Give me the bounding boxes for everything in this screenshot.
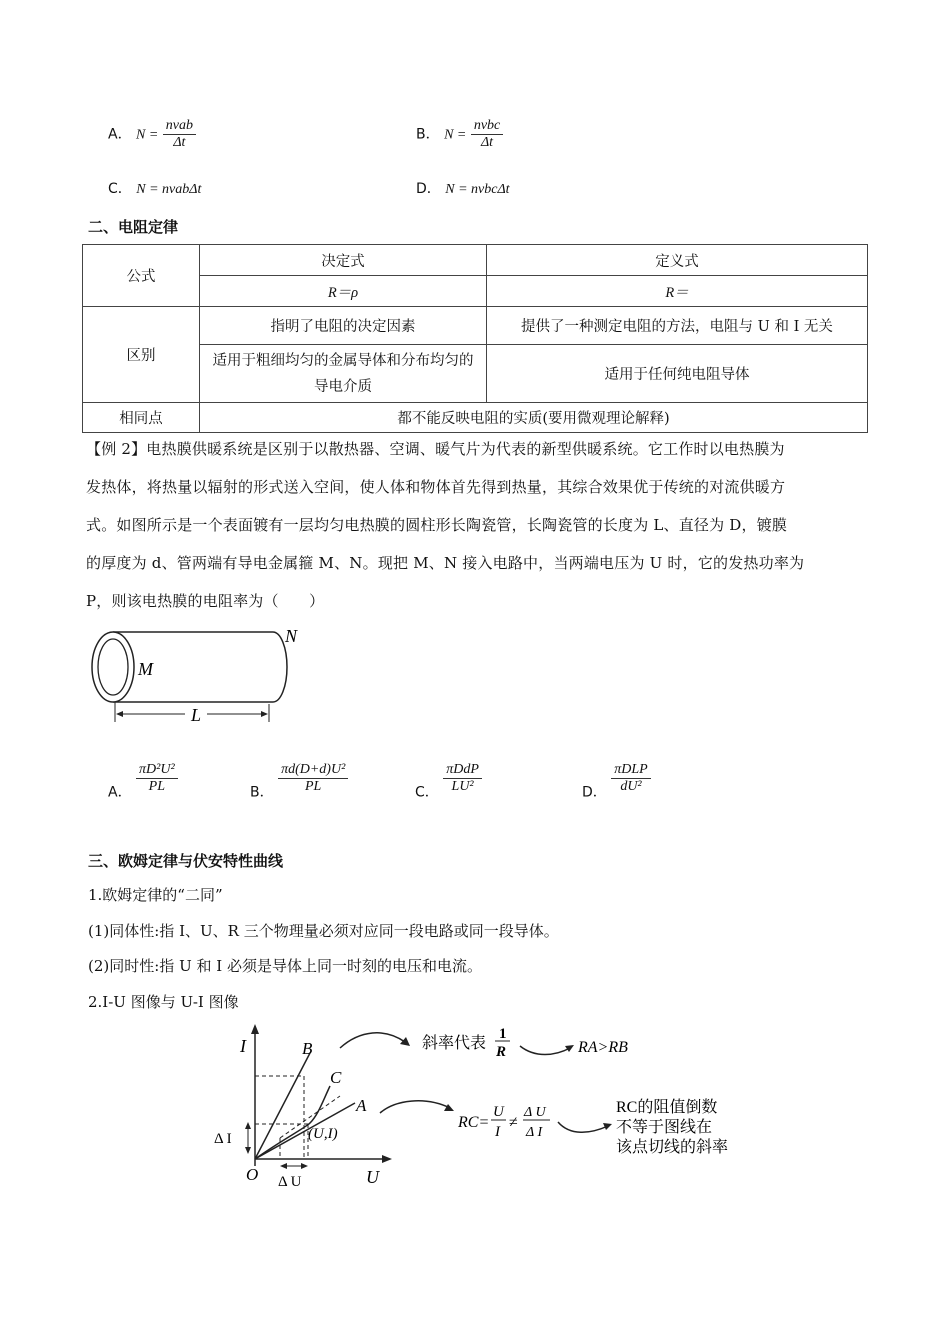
rc-fraction1-numerator: U	[493, 1104, 504, 1120]
label-M: M	[138, 659, 153, 679]
rc-neq: ≠	[509, 1114, 518, 1131]
slope-text: 斜率代表	[422, 1035, 487, 1052]
label-C: C	[330, 1068, 342, 1087]
delta-u-label: Δ U	[278, 1174, 302, 1190]
option-fraction	[443, 762, 482, 795]
resistance-law-table	[82, 244, 868, 433]
option-letter: B．	[416, 126, 440, 143]
option-expression: N = nvbcΔt	[445, 182, 510, 197]
option-fraction	[163, 118, 196, 151]
option-lhs: N =	[136, 127, 159, 143]
section3-title: 三、欧姆定律与伏安特性曲线	[88, 852, 284, 870]
example2-option-d	[582, 762, 651, 802]
row-label-same: 相同点	[83, 403, 200, 433]
point-label: (U,I)	[308, 1126, 338, 1142]
label-N: N	[285, 626, 298, 646]
ohm-line-3: (2)同时性:指 U 和 I 必须是导体上同一时刻的电压和电流。	[88, 957, 482, 975]
slope-denominator: R	[496, 1044, 507, 1060]
diff-define-2: 适用于任何纯电阻导体	[487, 345, 868, 403]
ohm-line-4: 2.I-U 图像与 U-I 图像	[88, 993, 239, 1011]
ohm-line-2: (1)同体性:指 I、U、R 三个物理量必须对应同一段电路或同一段导体。	[88, 922, 559, 940]
option-letter: A．	[108, 126, 132, 143]
diff-define-1: 提供了一种测定电阻的方法，电阻与 U 和 I 无关	[487, 307, 868, 345]
i-axis-arrow-icon	[251, 1024, 259, 1034]
rc-lhs: RC=	[458, 1114, 490, 1131]
option-letter: D．	[416, 181, 441, 197]
option-fraction	[136, 762, 178, 795]
rc-fraction1-denominator: I	[495, 1124, 500, 1140]
label-A: A	[356, 1096, 367, 1115]
cylinder-inner-end	[98, 639, 128, 695]
fraction-numerator: πDdP	[446, 762, 479, 777]
fraction-denominator: dU²	[611, 778, 650, 795]
section2-title: 二、电阻定律	[88, 218, 179, 236]
example2-line: P，则该电热膜的电阻率为（ ）	[86, 592, 325, 610]
fraction-numerator: πD²U²	[139, 762, 175, 777]
arrow-to-compare	[520, 1046, 570, 1055]
row-label-diff: 区别	[83, 307, 200, 403]
option-fraction	[611, 762, 650, 795]
example2-line: 【例 2】电热膜供暖系统是区别于以散热器、空调、暖气片为代表的新型供暖系统。它工作时以电热膜为	[86, 440, 785, 458]
arrow-head-icon	[603, 1123, 612, 1130]
example2-option-b	[250, 762, 348, 802]
arrow-right-icon	[261, 711, 268, 717]
col-header-define: 定义式	[487, 245, 868, 276]
u-axis-arrow-icon	[382, 1155, 392, 1163]
arrow-to-slope	[340, 1033, 405, 1048]
fraction-numerator: πd(D+d)U²	[281, 762, 346, 777]
rc-fraction2-denominator: Δ I	[526, 1125, 543, 1140]
fraction-denominator: Δt	[163, 134, 196, 151]
example2-line: 的厚度为 d、管两端有导电金属箍 M、N。现把 M、N 接入电路中，当两端电压为 U 时，它的发热功率为	[86, 554, 805, 572]
origin-label: O	[246, 1165, 259, 1184]
label-B: B	[302, 1039, 313, 1058]
fraction-numerator: nvab	[165, 118, 193, 133]
formula-define: R＝	[487, 276, 868, 307]
option-expression: N = nvabΔt	[136, 182, 202, 197]
option-fraction	[278, 762, 348, 795]
arrow-left-icon	[116, 711, 123, 717]
arrow-head-icon	[444, 1104, 454, 1111]
slope-numerator: 1	[499, 1026, 507, 1042]
note-line-2: 不等于图线在	[616, 1119, 713, 1136]
cylinder-figure	[85, 622, 315, 734]
axis-label-I: I	[240, 1036, 246, 1056]
example2-line: 式。如图所示是一个表面镀有一层均匀电热膜的圆柱形长陶瓷管，长陶瓷管的长度为 L、直径为 D，镀膜	[86, 516, 788, 534]
option-letter: C．	[415, 784, 439, 801]
option-letter: B．	[250, 784, 274, 801]
arrow-to-note	[558, 1122, 608, 1132]
fraction-denominator: Δt	[471, 134, 503, 151]
option-letter: D．	[582, 784, 607, 801]
arrow-to-rc	[380, 1101, 450, 1113]
delta-i-arrow-down-icon	[245, 1147, 251, 1154]
option-d-top	[416, 178, 510, 198]
option-fraction	[471, 118, 503, 151]
fraction-denominator: PL	[278, 778, 348, 795]
note-line-3: 该点切线的斜率	[616, 1139, 729, 1156]
fraction-denominator: LU²	[443, 778, 482, 795]
note-line-1: RC的阻值倒数	[616, 1099, 718, 1116]
option-b-top	[416, 118, 503, 151]
example2-text	[86, 430, 876, 620]
delta-u-arrow-left-icon	[280, 1163, 287, 1169]
option-lhs: N =	[444, 127, 467, 143]
label-L: L	[191, 705, 202, 725]
ohm-line-1: 1.欧姆定律的“二同”	[88, 886, 223, 904]
rc-fraction2-numerator: Δ U	[524, 1105, 546, 1120]
fraction-numerator: nvbc	[473, 118, 501, 133]
fraction-numerator: πDLP	[614, 762, 648, 777]
col-header-decide: 决定式	[200, 245, 487, 276]
arrow-head-icon	[565, 1045, 574, 1052]
diff-decide-2: 适用于粗细均匀的金属导体和分布均匀的导电介质	[200, 345, 487, 403]
option-a-top	[108, 118, 196, 151]
compare-text: RA>RB	[578, 1039, 628, 1056]
example2-line: 发热体，将热量以辐射的形式送入空间，使人体和物体首先得到热量，其综合效果优于传统的对流供暖方	[86, 478, 786, 496]
formula-decide: R＝ρ	[200, 276, 487, 307]
delta-i-label: Δ I	[214, 1131, 232, 1147]
option-c-top	[108, 178, 201, 198]
option-letter: C．	[108, 181, 132, 197]
axis-label-U: U	[366, 1167, 379, 1187]
delta-u-arrow-right-icon	[301, 1163, 308, 1169]
example2-option-c	[415, 762, 482, 802]
option-letter: A．	[108, 784, 132, 801]
delta-i-arrow-up-icon	[245, 1122, 251, 1129]
iu-diagram	[210, 1018, 750, 1193]
diff-decide-1: 指明了电阻的决定因素	[200, 307, 487, 345]
row-label-formula: 公式	[83, 245, 200, 307]
arrow-head-icon	[400, 1037, 410, 1046]
same-text: 都不能反映电阻的实质(要用微观理论解释)	[200, 403, 868, 433]
fraction-denominator: PL	[136, 778, 178, 795]
example2-option-a	[108, 762, 178, 802]
